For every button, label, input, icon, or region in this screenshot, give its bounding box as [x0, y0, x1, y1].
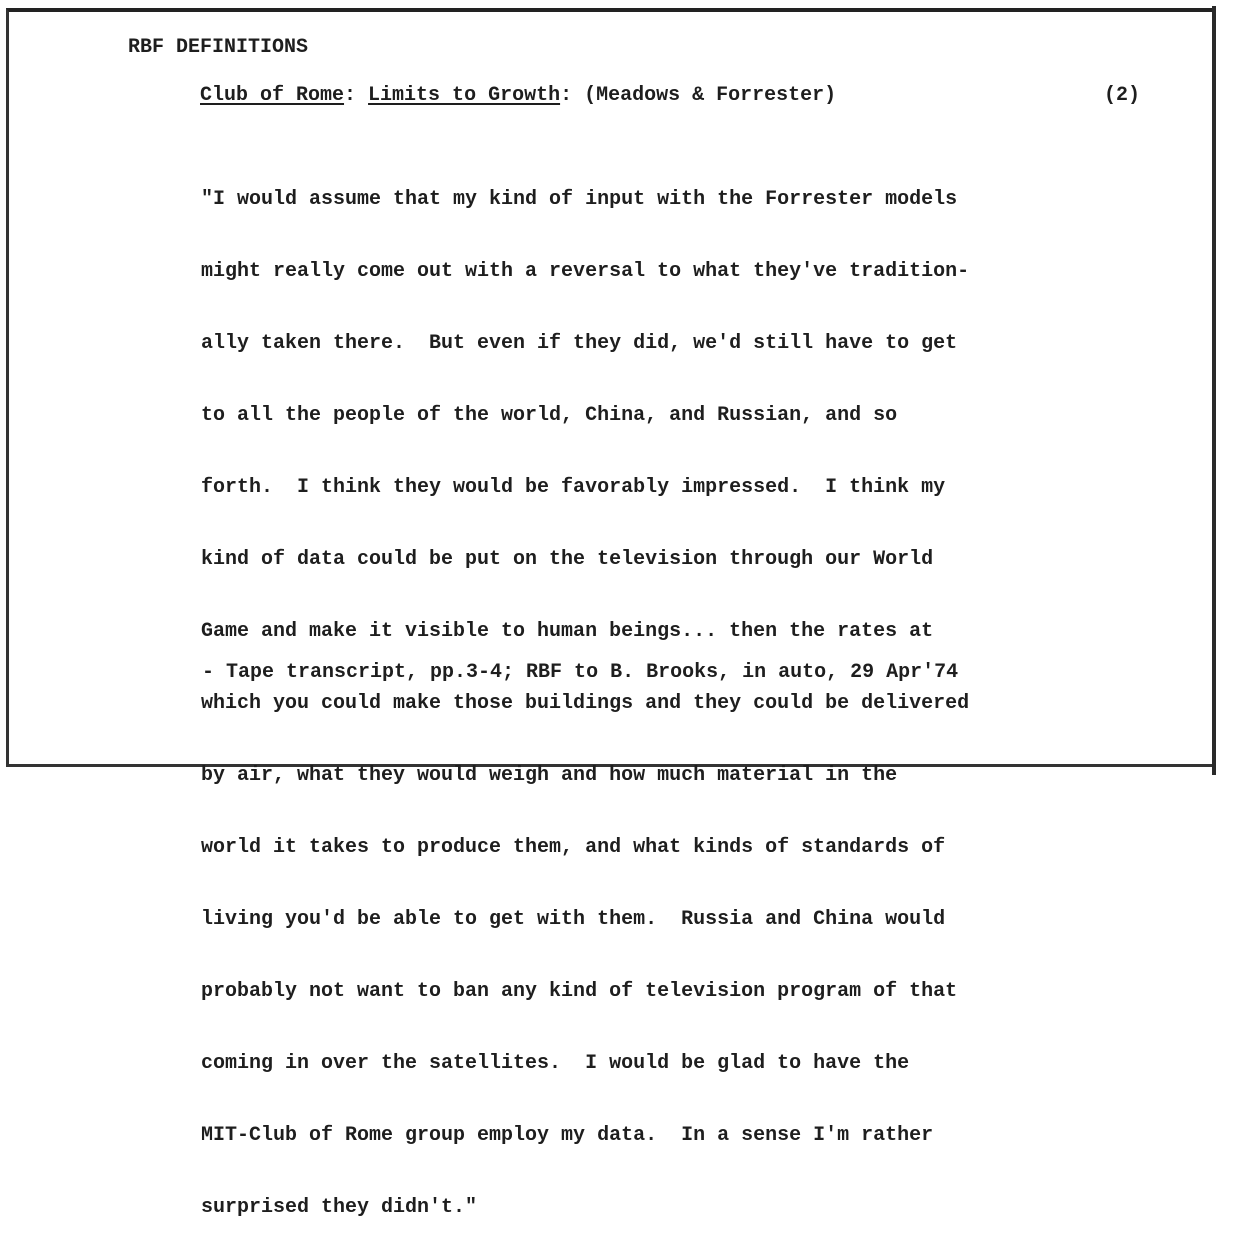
card-title: RBF DEFINITIONS: [128, 36, 309, 59]
quote-line: to all the people of the world, China, and Russian, and so: [201, 404, 898, 427]
quote-line: MIT-Club of Rome group employ my data. In a sense I'm rather: [201, 1124, 934, 1147]
quote-line: Game and make it visible to human beings... then the rates at: [201, 620, 934, 643]
heading-term: Club of Rome: [200, 84, 345, 107]
page-number: (2): [1103, 84, 1140, 107]
quote-line: forth. I think they would be favorably impressed. I think my: [201, 476, 946, 499]
quote-line: coming in over the satellites. I would be glad to have the: [201, 1052, 910, 1075]
quote-line: probably not want to ban any kind of television program of that: [201, 980, 958, 1003]
heading-subject: Limits to Growth: [368, 84, 561, 107]
source-citation: - Tape transcript, pp.3-4; RBF to B. Brooks, in auto, 29 Apr'74: [202, 661, 959, 684]
heading-colon-2: :: [560, 84, 585, 107]
quote-line: "I would assume that my kind of input with the Forrester models: [201, 188, 958, 211]
quote-line: ally taken there. But even if they did, we'd still have to get: [201, 332, 958, 355]
quote-line: which you could make those buildings and they could be delivered: [201, 692, 970, 715]
quote-line: living you'd be able to get with them. Russia and China would: [201, 908, 946, 931]
heading-authors: (Meadows & Forrester): [584, 84, 837, 107]
quote-line: kind of data could be put on the television through our World: [201, 548, 934, 571]
heading-colon-1: :: [344, 84, 369, 107]
quote-line: by air, what they would weigh and how much material in the: [201, 764, 898, 787]
entry-heading: [200, 84, 1140, 107]
quote-line: might really come out with a reversal to what they've tradition-: [201, 260, 970, 283]
quote-line: surprised they didn't.": [201, 1196, 478, 1219]
card-edge-rule: [1212, 6, 1216, 775]
quote-block: [201, 140, 1131, 1244]
quote-line: world it takes to produce them, and what kinds of standards of: [201, 836, 946, 859]
